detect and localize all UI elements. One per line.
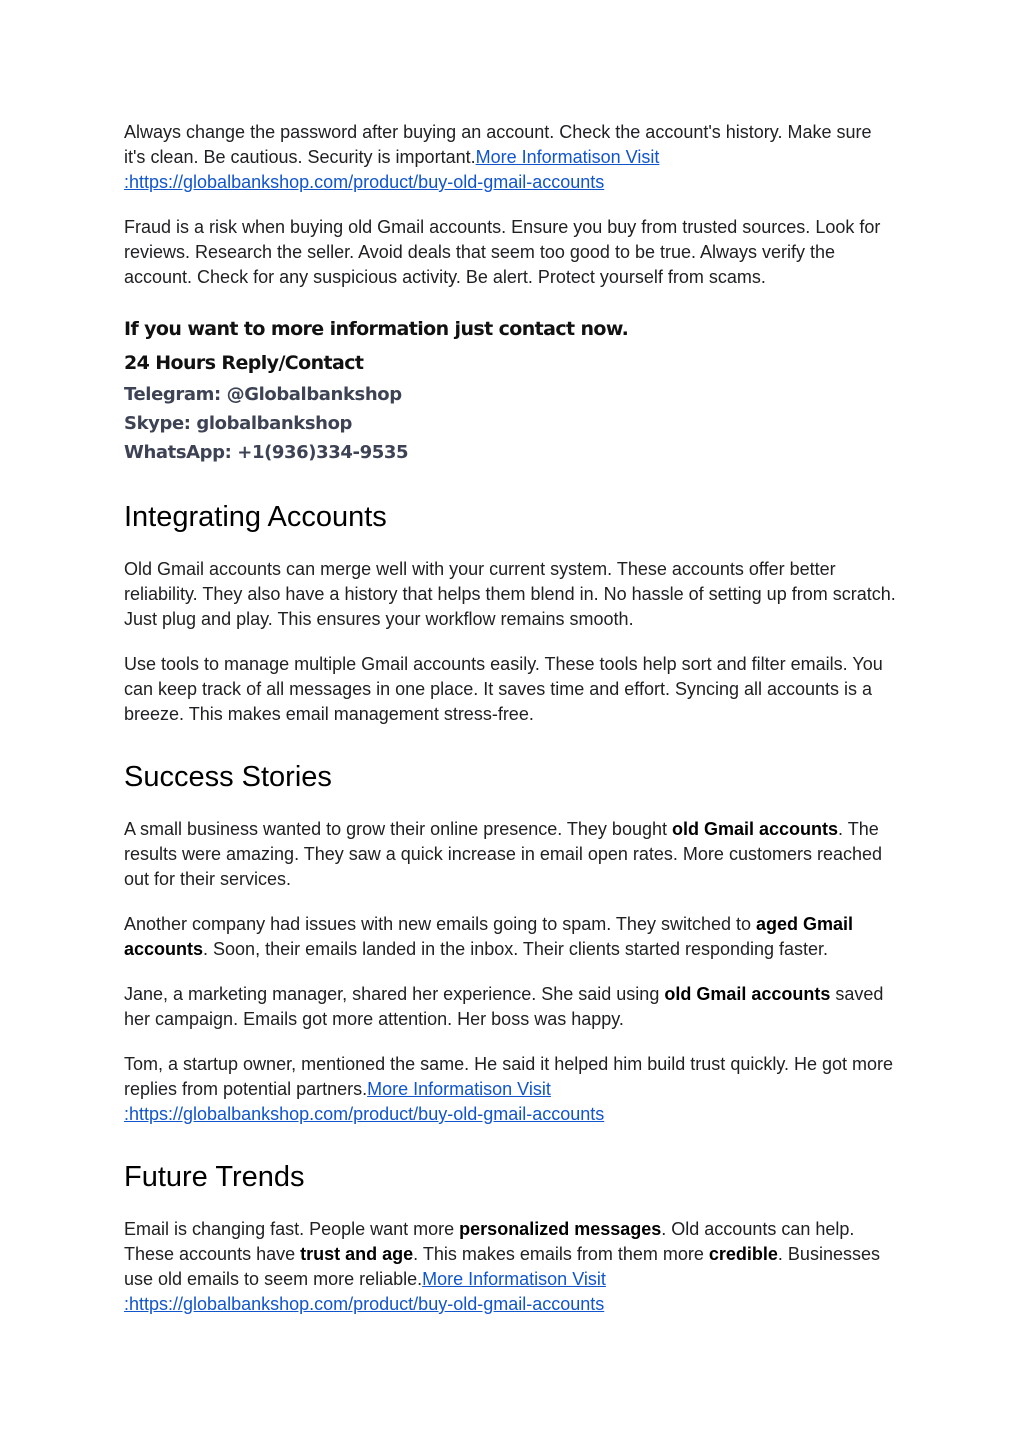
success-paragraph-1: A small business wanted to grow their online presence. They bought old Gmail accounts. The results were amazing. They saw a quick increase in email open rates. More customers reached out for their services. (124, 819, 883, 889)
integrating-paragraph-2: Use tools to manage multiple Gmail accounts easily. These tools help sort and filter emails. You can keep track of all messages in one place. It saves time and effort. Syncing all accounts is a breeze. This makes email management stress-free. (124, 654, 883, 724)
integrating-heading: Integrating Accounts (124, 501, 387, 533)
contact-heading: If you want to more information just contact now. (124, 318, 629, 340)
success-paragraph-3: Jane, a marketing manager, shared her experience. She said using old Gmail accounts saved her campaign. Emails got more attention. Her boss was happy. (124, 984, 884, 1029)
future-heading: Future Trends (124, 1161, 305, 1193)
telegram-contact: Telegram: @Globalbankshop (124, 384, 402, 405)
contact-subheading: 24 Hours Reply/Contact (124, 352, 364, 374)
success-heading: Success Stories (124, 761, 332, 793)
more-info-link-3[interactable]: More Informatison Visit (422, 1269, 606, 1289)
success-paragraph-4: Tom, a startup owner, mentioned the same. He said it helped him build trust quickly. He got more replies from potential partners.More Informatison Visit :https://globalbankshop.com/product/buy-old-gmail-accounts (124, 1054, 894, 1124)
intro-text-1: Always change the password after buying an account. Check the account's history. Make sure it's clean. Be cautious. Security is important. (124, 122, 872, 167)
success-paragraph-2: Another company had issues with new emails going to spam. They switched to aged Gmail accounts. Soon, their emails landed in the inbox. Their clients started responding faster. (124, 914, 854, 959)
more-info-link-2[interactable]: More Informatison Visit (367, 1079, 551, 1099)
product-url-link-2[interactable]: :https://globalbankshop.com/product/buy-old-gmail-accounts (124, 1104, 605, 1124)
product-url-link-3[interactable]: :https://globalbankshop.com/product/buy-old-gmail-accounts (124, 1294, 605, 1314)
product-url-link-1[interactable]: :https://globalbankshop.com/product/buy-old-gmail-accounts (124, 172, 605, 192)
intro-paragraph-1 (124, 120, 896, 195)
more-info-link-1[interactable]: More Informatison Visit (475, 147, 660, 167)
integrating-paragraph-1: Old Gmail accounts can merge well with your current system. These accounts offer better reliability. They also have a history that helps them blend in. No hassle of setting up from scratch. Just plug and play. This ensures your workflow remains smooth. (124, 559, 896, 629)
document-page (124, 120, 896, 1317)
whatsapp-contact: WhatsApp: +1(936)334-9535 (124, 442, 409, 463)
intro-paragraph-2: Fraud is a risk when buying old Gmail accounts. Ensure you buy from trusted sources. Look for reviews. Research the seller. Avoid deals that seem too good to be true. Always verify the account. Check for any suspicious activity. Be alert. Protect yourself from scams. (124, 217, 881, 287)
skype-contact: Skype: globalbankshop (124, 413, 353, 434)
future-paragraph-1: Email is changing fast. People want more personalized messages. Old accounts can help. These accounts have trust and age. This makes emails from them more credible. Businesses use old emails to seem more reliable.More Informatison Visit :https://globalbankshop.com/product/buy-old-gmail-accounts (124, 1219, 880, 1314)
